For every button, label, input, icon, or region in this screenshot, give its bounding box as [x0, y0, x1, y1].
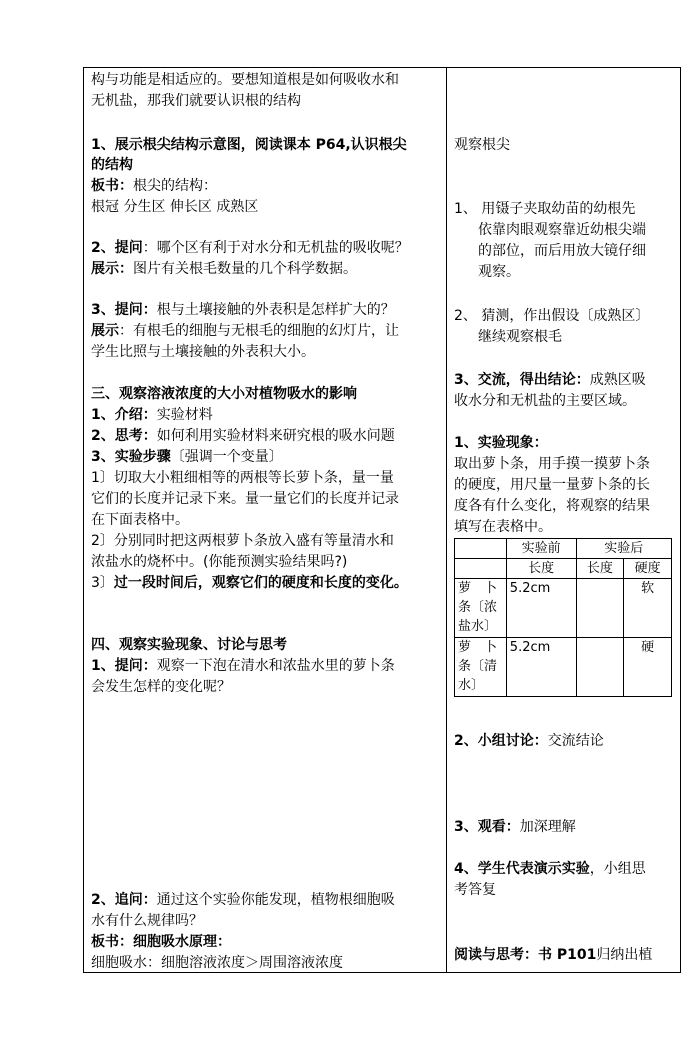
section-title: 四、观察实验现象、讨论与思考: [91, 637, 287, 653]
left-text: 构与功能是相适应的。要想知道根是如何吸收水和: [91, 72, 399, 88]
conclusion: 3、交流，得出结论：成熟区吸: [454, 372, 646, 388]
left-text: 学生比照与土壤接触的外表积大小。: [91, 344, 315, 360]
phenomenon-title: 1、实验现象：: [454, 435, 548, 451]
table-cell: [576, 638, 624, 697]
table-header: 长度: [506, 559, 576, 579]
table-header: 实验后: [576, 539, 671, 559]
right-text: 观察。: [478, 264, 520, 280]
left-text: 水有什么规律吗？: [91, 913, 203, 929]
board-note: 板书：根尖的结构：: [91, 178, 217, 194]
board-text: 细胞吸水：细胞溶液浓度＞周围溶液浓度: [91, 955, 343, 971]
left-text: 会发生怎样的变化呢？: [91, 679, 231, 695]
column-divider: [446, 67, 447, 973]
demo: 4、学生代表演示实验，小组思: [454, 861, 646, 877]
think: 2、思考：如何利用实验材料来研究根的吸水问题: [91, 428, 395, 444]
table-cell: 5.2cm: [506, 579, 576, 638]
table-row: [455, 638, 672, 697]
show-note: 展示：有根毛的细胞与无根毛的细胞的幻灯片，让: [91, 323, 399, 339]
watch: 3、观看：加深理解: [454, 819, 576, 835]
table-cell: [455, 559, 507, 579]
section-title: 三、观察溶液浓度的大小对植物吸水的影响: [91, 386, 357, 402]
table-header: 硬度: [624, 559, 672, 579]
question: 2、提问：哪个区有利于对水分和无机盐的吸收呢？: [91, 240, 409, 256]
intro: 1、介绍：实验材料: [91, 407, 213, 423]
observe-title: 观察根尖: [454, 137, 510, 153]
left-text: 无机盐，那我们就要认识根的结构: [91, 93, 301, 109]
table-cell: [576, 579, 624, 638]
question: 2、追问：通过这个实验你能发现，植物根细胞吸: [91, 892, 395, 908]
discussion: 2、小组讨论：交流结论: [454, 733, 604, 749]
right-text: 继续观察根毛: [478, 329, 562, 345]
right-text: 1、 用镊子夹取幼苗的幼根先: [454, 201, 636, 217]
table-row: [455, 539, 672, 559]
right-text: 的硬度，用尺量一量萝卜条的长: [454, 477, 650, 493]
step-text: 浓盐水的烧杯中。(你能预测实验结果吗?): [91, 554, 348, 570]
right-text: 取出萝卜条，用手摸一摸萝卜条: [454, 456, 650, 472]
table-cell: 5.2cm: [506, 638, 576, 697]
table-row: [455, 559, 672, 579]
question: 1、提问：观察一下泡在清水和浓盐水里的萝卜条: [91, 658, 395, 674]
step-text: 2〕分别同时把这两根萝卜条放入盛有等量清水和: [91, 533, 394, 549]
table-cell: 硬: [624, 638, 672, 697]
right-text: 的部位，而后用放大镜仔细: [478, 243, 646, 259]
question: 3、提问：根与土壤接触的外表积是怎样扩大的？: [91, 302, 395, 318]
right-text: 依靠肉眼观察靠近幼根尖端: [478, 222, 646, 238]
step-text: 3〕过一段时间后，观察它们的硬度和长度的变化。: [91, 575, 408, 591]
step-text: 在下面表格中。: [91, 512, 189, 528]
section-title: 1、展示根尖结构示意图，阅读课本 P64,认识根尖: [91, 137, 407, 153]
table-cell: [455, 539, 507, 559]
show-note: 展示：图片有关根毛数量的几个科学数据。: [91, 261, 357, 277]
table-header: 实验前: [506, 539, 576, 559]
right-text: 度各有什么变化，将观察的结果: [454, 498, 650, 514]
right-text: 填写在表格中。: [454, 519, 552, 535]
table-header: 长度: [576, 559, 624, 579]
table-cell: 软: [624, 579, 672, 638]
root-parts: 根冠 分生区 伸长区 成熟区: [91, 199, 259, 215]
board-note: 板书：细胞吸水原理：: [91, 934, 231, 950]
right-text: 考答复: [454, 882, 496, 898]
table-cell: 萝 卜条〔浓盐水〕: [455, 579, 507, 638]
right-text: 2、 猜测，作出假设〔成熟区〕: [454, 308, 650, 324]
section-title: 的结构: [91, 157, 133, 173]
table-cell: 萝 卜条〔清水〕: [455, 638, 507, 697]
observation-table: [454, 538, 672, 697]
reading: 阅读与思考：书 P101归纳出植: [454, 947, 653, 963]
step-text: 1〕切取大小粗细相等的两根等长萝卜条，量一量: [91, 470, 394, 486]
step-text: 它们的长度并记录下来。量一量它们的长度并记录: [91, 491, 399, 507]
steps: 3、实验步骤〔强调一个变量〕: [91, 449, 283, 465]
right-text: 收水分和无机盐的主要区域。: [454, 393, 636, 409]
table-row: [455, 579, 672, 638]
